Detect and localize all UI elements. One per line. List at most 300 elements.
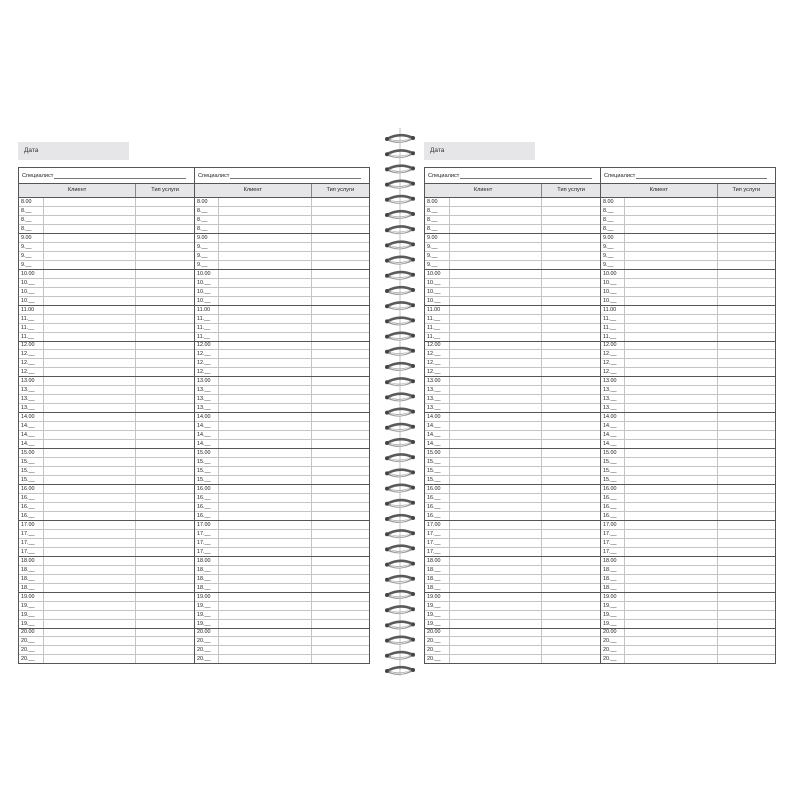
client-cell[interactable] [44, 395, 137, 403]
client-cell[interactable] [450, 225, 543, 233]
client-cell[interactable] [44, 575, 137, 583]
client-cell[interactable] [450, 467, 543, 475]
service-cell[interactable] [136, 548, 194, 556]
service-cell[interactable] [136, 333, 194, 341]
service-cell[interactable] [312, 476, 369, 484]
client-cell[interactable] [450, 458, 543, 466]
service-cell[interactable] [312, 584, 369, 592]
client-cell[interactable] [44, 602, 137, 610]
client-cell[interactable] [450, 306, 543, 314]
service-cell[interactable] [542, 359, 600, 367]
client-cell[interactable] [625, 395, 717, 403]
date-field[interactable]: Дата [424, 142, 535, 160]
client-cell[interactable] [625, 646, 717, 654]
client-cell[interactable] [44, 611, 137, 619]
client-cell[interactable] [625, 620, 717, 628]
client-cell[interactable] [625, 198, 717, 206]
service-cell[interactable] [136, 593, 194, 601]
service-cell[interactable] [136, 324, 194, 332]
service-cell[interactable] [136, 566, 194, 574]
service-cell[interactable] [718, 548, 775, 556]
service-cell[interactable] [312, 655, 369, 663]
specialist-name-line[interactable] [230, 178, 361, 179]
service-cell[interactable] [312, 494, 369, 502]
service-cell[interactable] [542, 539, 600, 547]
service-cell[interactable] [718, 503, 775, 511]
client-cell[interactable] [625, 377, 717, 385]
date-field[interactable]: Дата [18, 142, 129, 160]
client-cell[interactable] [219, 306, 311, 314]
client-cell[interactable] [625, 404, 717, 412]
client-cell[interactable] [450, 297, 543, 305]
service-cell[interactable] [136, 368, 194, 376]
client-cell[interactable] [44, 315, 137, 323]
service-cell[interactable] [542, 503, 600, 511]
service-cell[interactable] [718, 584, 775, 592]
client-cell[interactable] [450, 566, 543, 574]
service-cell[interactable] [312, 207, 369, 215]
client-cell[interactable] [219, 288, 311, 296]
service-cell[interactable] [542, 620, 600, 628]
service-cell[interactable] [718, 288, 775, 296]
service-cell[interactable] [718, 324, 775, 332]
client-cell[interactable] [219, 637, 311, 645]
client-cell[interactable] [625, 566, 717, 574]
client-cell[interactable] [450, 557, 543, 565]
service-cell[interactable] [312, 324, 369, 332]
service-cell[interactable] [542, 243, 600, 251]
service-cell[interactable] [312, 575, 369, 583]
client-cell[interactable] [44, 476, 137, 484]
service-cell[interactable] [136, 297, 194, 305]
service-cell[interactable] [542, 324, 600, 332]
client-cell[interactable] [44, 539, 137, 547]
specialist-field[interactable] [19, 168, 194, 184]
client-cell[interactable] [450, 476, 543, 484]
client-cell[interactable] [219, 315, 311, 323]
client-cell[interactable] [44, 234, 137, 242]
service-cell[interactable] [542, 440, 600, 448]
service-cell[interactable] [718, 530, 775, 538]
client-cell[interactable] [625, 261, 717, 269]
client-cell[interactable] [219, 216, 311, 224]
service-cell[interactable] [718, 386, 775, 394]
client-cell[interactable] [625, 342, 717, 350]
service-cell[interactable] [718, 620, 775, 628]
client-cell[interactable] [219, 611, 311, 619]
service-cell[interactable] [542, 449, 600, 457]
service-cell[interactable] [718, 440, 775, 448]
service-cell[interactable] [312, 261, 369, 269]
service-cell[interactable] [542, 593, 600, 601]
service-cell[interactable] [542, 234, 600, 242]
service-cell[interactable] [312, 279, 369, 287]
client-cell[interactable] [219, 620, 311, 628]
service-cell[interactable] [542, 350, 600, 358]
service-cell[interactable] [542, 521, 600, 529]
client-cell[interactable] [219, 476, 311, 484]
service-cell[interactable] [542, 315, 600, 323]
client-cell[interactable] [44, 413, 137, 421]
client-cell[interactable] [625, 476, 717, 484]
client-cell[interactable] [450, 234, 543, 242]
client-cell[interactable] [450, 324, 543, 332]
client-cell[interactable] [625, 655, 717, 663]
service-cell[interactable] [312, 359, 369, 367]
service-cell[interactable] [312, 458, 369, 466]
service-cell[interactable] [136, 342, 194, 350]
service-cell[interactable] [312, 557, 369, 565]
service-cell[interactable] [136, 602, 194, 610]
service-cell[interactable] [718, 512, 775, 520]
client-cell[interactable] [625, 575, 717, 583]
service-cell[interactable] [312, 333, 369, 341]
service-cell[interactable] [718, 646, 775, 654]
client-cell[interactable] [450, 620, 543, 628]
client-cell[interactable] [625, 315, 717, 323]
service-cell[interactable] [542, 512, 600, 520]
service-cell[interactable] [136, 377, 194, 385]
service-cell[interactable] [542, 368, 600, 376]
client-cell[interactable] [44, 503, 137, 511]
client-cell[interactable] [219, 350, 311, 358]
specialist-name-line[interactable] [54, 178, 186, 179]
client-cell[interactable] [44, 584, 137, 592]
client-cell[interactable] [450, 386, 543, 394]
client-cell[interactable] [219, 297, 311, 305]
service-cell[interactable] [542, 422, 600, 430]
client-cell[interactable] [219, 252, 311, 260]
client-cell[interactable] [450, 252, 543, 260]
service-cell[interactable] [312, 350, 369, 358]
service-cell[interactable] [312, 539, 369, 547]
service-cell[interactable] [542, 395, 600, 403]
client-cell[interactable] [219, 359, 311, 367]
client-cell[interactable] [219, 261, 311, 269]
service-cell[interactable] [312, 243, 369, 251]
service-cell[interactable] [718, 225, 775, 233]
client-cell[interactable] [625, 243, 717, 251]
service-cell[interactable] [312, 431, 369, 439]
service-cell[interactable] [542, 530, 600, 538]
client-cell[interactable] [44, 404, 137, 412]
client-cell[interactable] [450, 413, 543, 421]
service-cell[interactable] [718, 655, 775, 663]
service-cell[interactable] [312, 548, 369, 556]
client-cell[interactable] [219, 467, 311, 475]
service-cell[interactable] [718, 377, 775, 385]
client-cell[interactable] [450, 315, 543, 323]
service-cell[interactable] [542, 377, 600, 385]
service-cell[interactable] [312, 566, 369, 574]
client-cell[interactable] [219, 413, 311, 421]
service-cell[interactable] [136, 485, 194, 493]
service-cell[interactable] [542, 494, 600, 502]
client-cell[interactable] [44, 377, 137, 385]
client-cell[interactable] [44, 297, 137, 305]
service-cell[interactable] [312, 503, 369, 511]
client-cell[interactable] [44, 431, 137, 439]
service-cell[interactable] [718, 521, 775, 529]
service-cell[interactable] [312, 252, 369, 260]
client-cell[interactable] [219, 512, 311, 520]
service-cell[interactable] [136, 449, 194, 457]
service-cell[interactable] [718, 395, 775, 403]
client-cell[interactable] [450, 440, 543, 448]
service-cell[interactable] [136, 620, 194, 628]
service-cell[interactable] [136, 539, 194, 547]
client-cell[interactable] [219, 395, 311, 403]
client-cell[interactable] [450, 243, 543, 251]
service-cell[interactable] [136, 476, 194, 484]
client-cell[interactable] [450, 368, 543, 376]
client-cell[interactable] [450, 646, 543, 654]
service-cell[interactable] [542, 198, 600, 206]
client-cell[interactable] [44, 620, 137, 628]
service-cell[interactable] [136, 207, 194, 215]
client-cell[interactable] [625, 611, 717, 619]
service-cell[interactable] [136, 440, 194, 448]
client-cell[interactable] [219, 593, 311, 601]
service-cell[interactable] [136, 288, 194, 296]
client-cell[interactable] [450, 655, 543, 663]
client-cell[interactable] [450, 270, 543, 278]
service-cell[interactable] [542, 342, 600, 350]
client-cell[interactable] [44, 458, 137, 466]
client-cell[interactable] [219, 386, 311, 394]
service-cell[interactable] [718, 575, 775, 583]
service-cell[interactable] [312, 297, 369, 305]
service-cell[interactable] [542, 297, 600, 305]
service-cell[interactable] [312, 342, 369, 350]
client-cell[interactable] [44, 243, 137, 251]
client-cell[interactable] [219, 584, 311, 592]
service-cell[interactable] [718, 593, 775, 601]
client-cell[interactable] [450, 602, 543, 610]
client-cell[interactable] [625, 413, 717, 421]
service-cell[interactable] [718, 566, 775, 574]
client-cell[interactable] [450, 521, 543, 529]
client-cell[interactable] [219, 234, 311, 242]
client-cell[interactable] [625, 637, 717, 645]
service-cell[interactable] [542, 386, 600, 394]
service-cell[interactable] [542, 288, 600, 296]
client-cell[interactable] [625, 548, 717, 556]
client-cell[interactable] [219, 548, 311, 556]
service-cell[interactable] [312, 306, 369, 314]
service-cell[interactable] [718, 261, 775, 269]
client-cell[interactable] [625, 216, 717, 224]
service-cell[interactable] [718, 350, 775, 358]
client-cell[interactable] [450, 575, 543, 583]
client-cell[interactable] [219, 333, 311, 341]
service-cell[interactable] [542, 611, 600, 619]
client-cell[interactable] [44, 216, 137, 224]
service-cell[interactable] [718, 557, 775, 565]
service-cell[interactable] [542, 637, 600, 645]
service-cell[interactable] [542, 252, 600, 260]
service-cell[interactable] [718, 629, 775, 637]
service-cell[interactable] [312, 440, 369, 448]
service-cell[interactable] [312, 225, 369, 233]
service-cell[interactable] [718, 494, 775, 502]
service-cell[interactable] [718, 467, 775, 475]
client-cell[interactable] [625, 431, 717, 439]
client-cell[interactable] [625, 297, 717, 305]
service-cell[interactable] [312, 288, 369, 296]
client-cell[interactable] [450, 503, 543, 511]
specialist-field[interactable] [195, 168, 369, 184]
client-cell[interactable] [44, 566, 137, 574]
service-cell[interactable] [718, 279, 775, 287]
service-cell[interactable] [312, 449, 369, 457]
client-cell[interactable] [625, 503, 717, 511]
client-cell[interactable] [450, 288, 543, 296]
service-cell[interactable] [136, 655, 194, 663]
client-cell[interactable] [44, 467, 137, 475]
client-cell[interactable] [219, 539, 311, 547]
client-cell[interactable] [625, 530, 717, 538]
client-cell[interactable] [44, 386, 137, 394]
service-cell[interactable] [718, 315, 775, 323]
client-cell[interactable] [44, 422, 137, 430]
client-cell[interactable] [219, 279, 311, 287]
service-cell[interactable] [718, 359, 775, 367]
client-cell[interactable] [625, 629, 717, 637]
service-cell[interactable] [312, 270, 369, 278]
service-cell[interactable] [542, 566, 600, 574]
service-cell[interactable] [312, 512, 369, 520]
client-cell[interactable] [625, 207, 717, 215]
service-cell[interactable] [312, 413, 369, 421]
client-cell[interactable] [219, 198, 311, 206]
service-cell[interactable] [718, 449, 775, 457]
client-cell[interactable] [219, 225, 311, 233]
client-cell[interactable] [450, 530, 543, 538]
client-cell[interactable] [44, 261, 137, 269]
client-cell[interactable] [219, 404, 311, 412]
client-cell[interactable] [625, 494, 717, 502]
service-cell[interactable] [312, 620, 369, 628]
service-cell[interactable] [312, 602, 369, 610]
client-cell[interactable] [219, 494, 311, 502]
client-cell[interactable] [625, 521, 717, 529]
service-cell[interactable] [136, 279, 194, 287]
service-cell[interactable] [136, 350, 194, 358]
client-cell[interactable] [625, 512, 717, 520]
service-cell[interactable] [542, 279, 600, 287]
service-cell[interactable] [718, 431, 775, 439]
client-cell[interactable] [625, 557, 717, 565]
client-cell[interactable] [625, 270, 717, 278]
service-cell[interactable] [312, 637, 369, 645]
client-cell[interactable] [44, 449, 137, 457]
client-cell[interactable] [44, 440, 137, 448]
service-cell[interactable] [312, 467, 369, 475]
client-cell[interactable] [44, 593, 137, 601]
service-cell[interactable] [542, 333, 600, 341]
service-cell[interactable] [312, 611, 369, 619]
service-cell[interactable] [542, 629, 600, 637]
client-cell[interactable] [450, 494, 543, 502]
client-cell[interactable] [450, 279, 543, 287]
service-cell[interactable] [136, 611, 194, 619]
service-cell[interactable] [136, 503, 194, 511]
service-cell[interactable] [136, 198, 194, 206]
service-cell[interactable] [136, 306, 194, 314]
service-cell[interactable] [718, 539, 775, 547]
service-cell[interactable] [312, 646, 369, 654]
client-cell[interactable] [219, 557, 311, 565]
service-cell[interactable] [312, 368, 369, 376]
service-cell[interactable] [542, 602, 600, 610]
service-cell[interactable] [542, 655, 600, 663]
service-cell[interactable] [136, 386, 194, 394]
client-cell[interactable] [219, 503, 311, 511]
service-cell[interactable] [312, 315, 369, 323]
client-cell[interactable] [44, 485, 137, 493]
client-cell[interactable] [450, 333, 543, 341]
client-cell[interactable] [450, 261, 543, 269]
service-cell[interactable] [136, 270, 194, 278]
client-cell[interactable] [625, 467, 717, 475]
service-cell[interactable] [718, 413, 775, 421]
client-cell[interactable] [219, 431, 311, 439]
service-cell[interactable] [312, 530, 369, 538]
service-cell[interactable] [542, 458, 600, 466]
client-cell[interactable] [625, 539, 717, 547]
service-cell[interactable] [542, 646, 600, 654]
client-cell[interactable] [44, 646, 137, 654]
service-cell[interactable] [718, 252, 775, 260]
service-cell[interactable] [136, 521, 194, 529]
client-cell[interactable] [625, 368, 717, 376]
service-cell[interactable] [718, 637, 775, 645]
service-cell[interactable] [542, 270, 600, 278]
service-cell[interactable] [136, 494, 194, 502]
service-cell[interactable] [136, 467, 194, 475]
service-cell[interactable] [136, 252, 194, 260]
client-cell[interactable] [44, 368, 137, 376]
client-cell[interactable] [44, 306, 137, 314]
service-cell[interactable] [542, 216, 600, 224]
service-cell[interactable] [718, 207, 775, 215]
service-cell[interactable] [136, 458, 194, 466]
service-cell[interactable] [136, 557, 194, 565]
client-cell[interactable] [219, 655, 311, 663]
service-cell[interactable] [718, 404, 775, 412]
client-cell[interactable] [219, 377, 311, 385]
client-cell[interactable] [219, 629, 311, 637]
client-cell[interactable] [450, 637, 543, 645]
client-cell[interactable] [625, 485, 717, 493]
client-cell[interactable] [625, 593, 717, 601]
client-cell[interactable] [625, 359, 717, 367]
client-cell[interactable] [450, 350, 543, 358]
client-cell[interactable] [450, 539, 543, 547]
service-cell[interactable] [136, 422, 194, 430]
service-cell[interactable] [136, 234, 194, 242]
service-cell[interactable] [136, 243, 194, 251]
service-cell[interactable] [718, 198, 775, 206]
client-cell[interactable] [219, 422, 311, 430]
service-cell[interactable] [312, 386, 369, 394]
client-cell[interactable] [450, 611, 543, 619]
client-cell[interactable] [450, 548, 543, 556]
client-cell[interactable] [219, 530, 311, 538]
client-cell[interactable] [44, 521, 137, 529]
service-cell[interactable] [136, 359, 194, 367]
